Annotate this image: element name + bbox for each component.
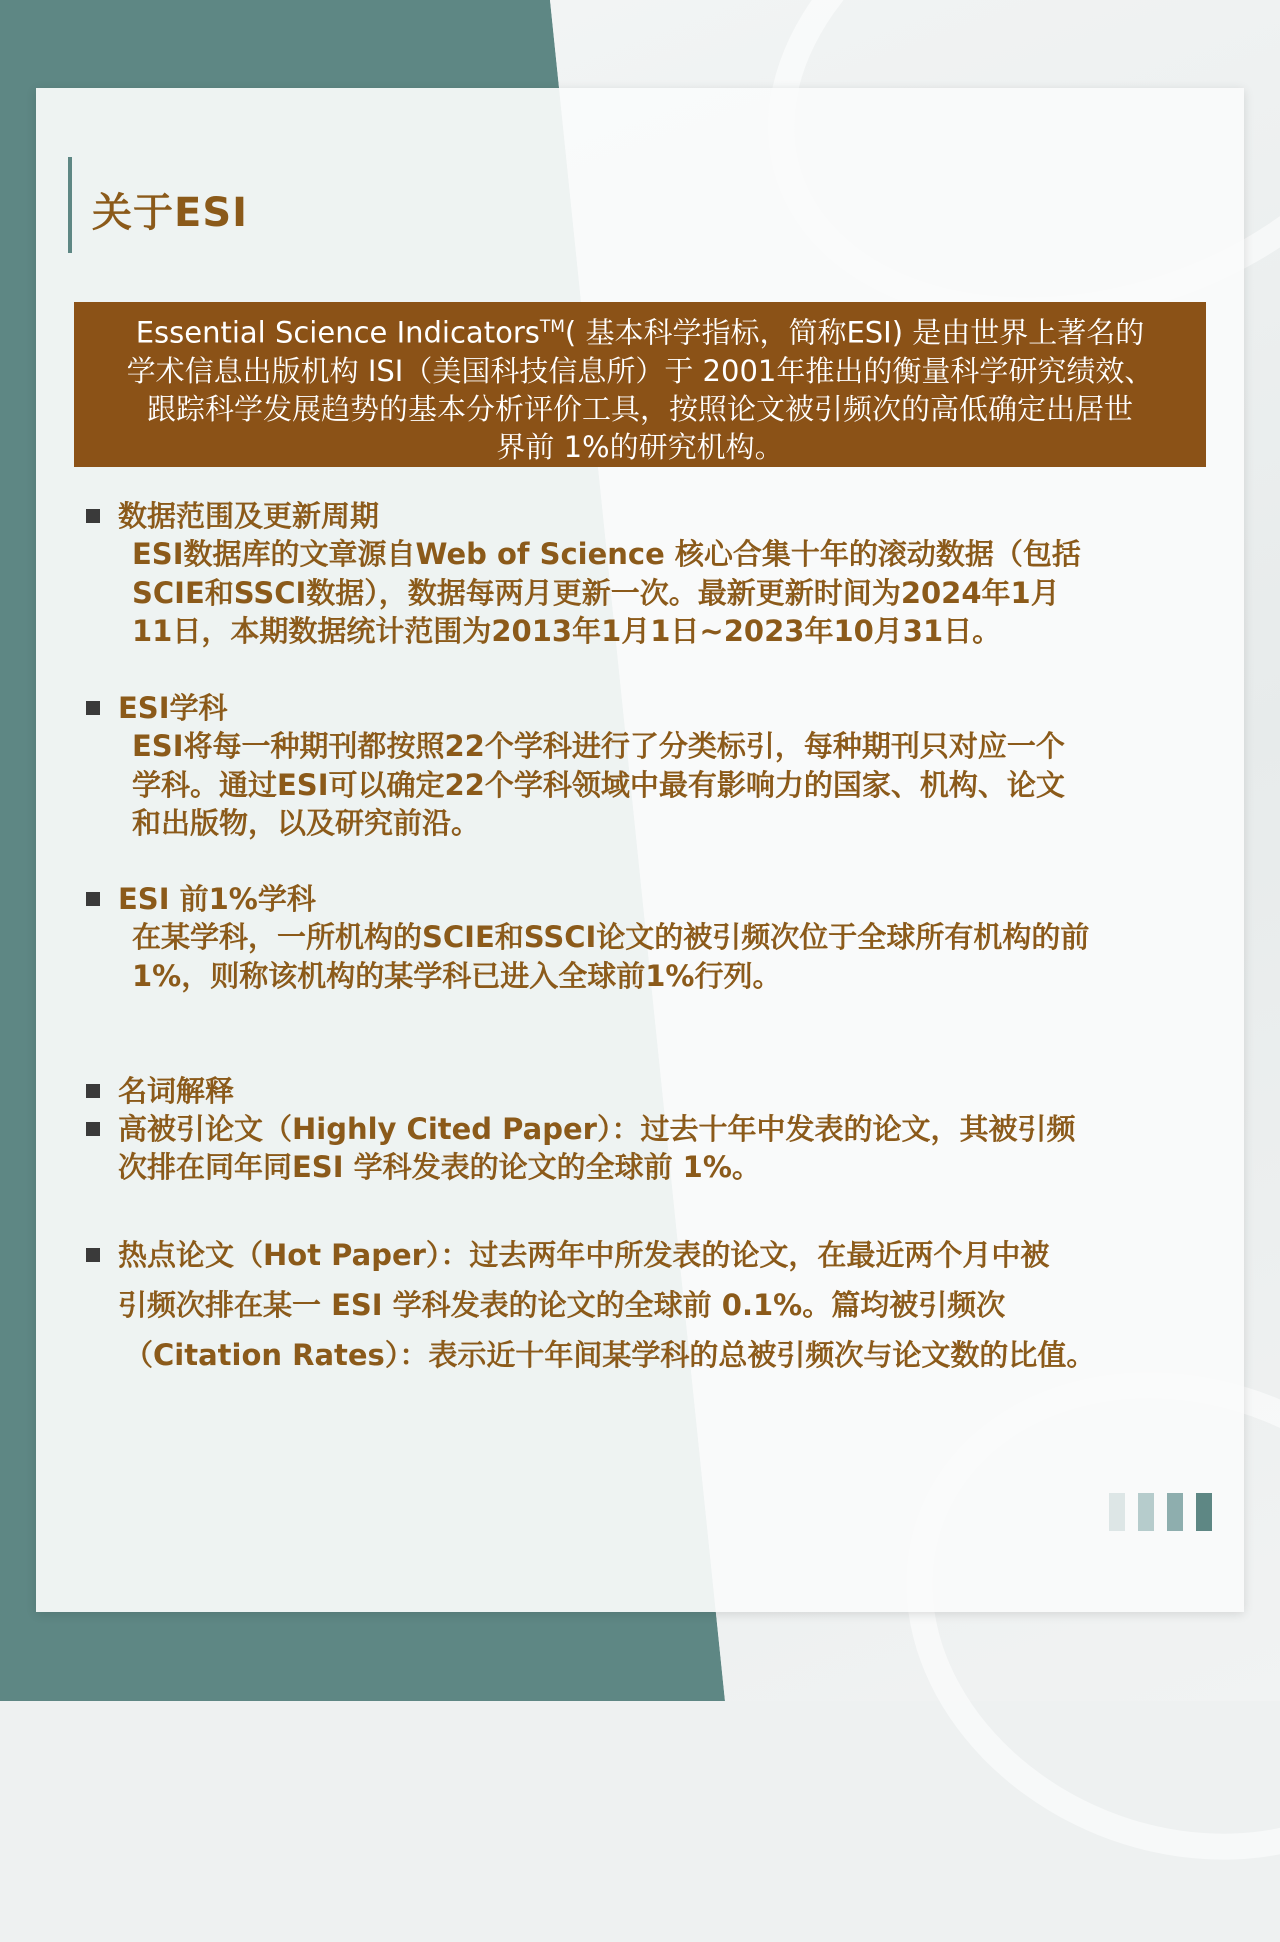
square-bullet-icon	[86, 1084, 100, 1098]
section-heading: 名词解释	[118, 1074, 235, 1108]
section-line: 1%，则称该机构的某学科已进入全球前1%行列。	[132, 958, 782, 993]
section-heading-row	[86, 497, 1196, 535]
section-heading-row	[86, 689, 1196, 727]
intro-line: 跟踪科学发展趋势的基本分析评价工具，按照论文被引频次的高低确定出居世	[146, 391, 1133, 426]
decorative-bar	[1138, 1493, 1154, 1531]
glossary-line: 热点论文（Hot Paper）：过去两年中所发表的论文，在最近两个月中被	[118, 1238, 1050, 1272]
section-heading-row	[86, 880, 1196, 918]
glossary-line: （Citation Rates）：表示近十年间某学科的总被引频次与论文数的比值。	[124, 1338, 1096, 1372]
section-line: 在某学科，一所机构的SCIE和SSCI论文的被引频次位于全球所有机构的前	[132, 920, 1090, 954]
section-body	[132, 535, 1172, 651]
square-bullet-icon	[86, 509, 100, 523]
section-glossary	[86, 1072, 1196, 1186]
intro-line	[92, 308, 1188, 352]
section-body	[132, 727, 1172, 843]
glossary-line: 高被引论文（Highly Cited Paper）：过去十年中发表的论文，其被引频	[118, 1112, 1076, 1146]
square-bullet-icon	[86, 892, 100, 906]
glossary-line: 引频次排在某一 ESI 学科发表的论文的全球前 0.1%。篇均被引频次	[118, 1288, 1006, 1322]
square-bullet-icon	[86, 701, 100, 715]
glossary-item-hot-paper	[86, 1230, 1196, 1380]
glossary-item-text	[118, 1230, 1178, 1380]
section-heading-row	[86, 1072, 1196, 1110]
section-line: 学科。通过ESI可以确定22个学科领域中最有影响力的国家、机构、论文	[132, 767, 1065, 802]
intro-box	[74, 302, 1206, 467]
section-esi-subjects	[86, 689, 1196, 843]
section-hot-paper	[86, 1230, 1196, 1380]
section-data-scope	[86, 497, 1196, 651]
title-block	[68, 157, 248, 253]
intro-line-rest: ( 基本科学指标，简称ESI) 是由世界上著名的	[564, 315, 1145, 350]
section-line: ESI将每一种期刊都按照22个学科进行了分类标引，每种期刊只对应一个	[132, 729, 1065, 763]
square-bullet-icon	[86, 1122, 100, 1136]
intro-lead: Essential Science Indicators	[135, 315, 540, 350]
page-title: 关于ESI	[92, 189, 249, 236]
section-line: 11日，本期数据统计范围为2013年1月1日~2023年10月31日。	[132, 614, 1002, 648]
section-line: 和出版物，以及研究前沿。	[132, 806, 481, 840]
glossary-item-text	[118, 1110, 1178, 1186]
decorative-bar	[1196, 1493, 1212, 1531]
decorative-bar	[1167, 1493, 1183, 1531]
section-heading: ESI学科	[118, 691, 228, 725]
section-top-one-percent	[86, 880, 1196, 995]
section-heading: 数据范围及更新周期	[118, 499, 380, 533]
intro-line: 学术信息出版机构 ISI（美国科技信息所）于 2001年推出的衡量科学研究绩效、	[126, 353, 1154, 388]
trademark-mark: TM	[539, 317, 565, 337]
section-line: SCIE和SSCI数据），数据每两月更新一次。最新更新时间为2024年1月	[132, 575, 1060, 610]
section-line: ESI数据库的文章源自Web of Science 核心合集十年的滚动数据（包括	[132, 537, 1081, 571]
intro-line: 界前 1%的研究机构。	[496, 429, 784, 464]
square-bullet-icon	[86, 1248, 100, 1262]
glossary-line: 次排在同年同ESI 学科发表的论文的全球前 1%。	[118, 1150, 761, 1184]
section-body	[132, 918, 1172, 995]
glossary-item-highly-cited	[86, 1110, 1196, 1186]
decorative-bar	[1109, 1493, 1125, 1531]
section-heading: ESI 前1%学科	[118, 882, 316, 916]
